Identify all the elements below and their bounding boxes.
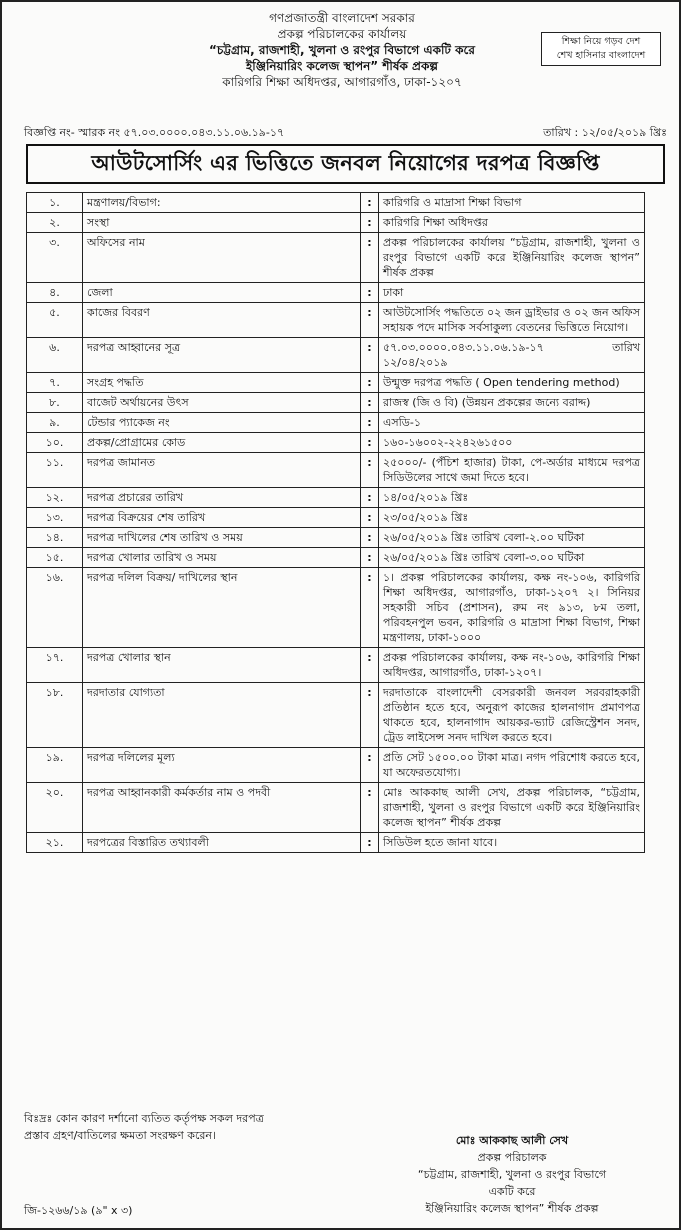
row-number: ২০.: [27, 783, 83, 833]
row-number: ১০.: [27, 433, 83, 453]
row-label: প্রকল্প/প্রোগ্রামের কোড: [83, 433, 361, 453]
project-name-line1: “চট্টগ্রাম, রাজশাহী, খুলনা ও রংপুর বিভাগে একটি করে: [209, 43, 475, 57]
row-separator: :: [361, 833, 379, 853]
row-separator: :: [361, 453, 379, 488]
slogan-line1: শিক্ষা নিয়ে গড়ব দেশ: [561, 36, 641, 47]
row-label: দরপত্র দলিল বিক্রয়/ দাখিলের স্থান: [83, 568, 361, 648]
table-row: [27, 528, 645, 548]
row-separator: :: [361, 303, 379, 338]
signatory-project-line1: “চট্টগ্রাম, রাজশাহী, খুলনা ও রংপুর বিভাগে: [417, 1168, 607, 1181]
row-number: ২১.: [27, 833, 83, 853]
row-value: প্রতি সেট ১৫০০.০০ টাকা মাত্র। নগদ পরিশোধ করতে হবে, যা অফেরতযোগ্য।: [379, 748, 645, 783]
row-number: ৩.: [27, 233, 83, 283]
row-label: কাজের বিবরণ: [83, 303, 361, 338]
row-value: প্রকল্প পরিচালকের কার্যালয় “চট্টগ্রাম, রাজশাহী, খুলনা ও রংপুর বিভাগে একটি করে ইঞ্জিনিয়ারিং কলেজ স্থাপন” শীর্ষক প্রকল্প: [379, 233, 645, 283]
table-row: [27, 648, 645, 683]
row-value: ১৪/০৫/২০১৯ খ্রিঃ: [379, 488, 645, 508]
reference-line: [24, 124, 667, 143]
row-label: দরপত্র আহ্বানের সূত্র: [83, 338, 361, 373]
row-label: জেলা: [83, 283, 361, 303]
table-row: [27, 373, 645, 393]
table-row: [27, 833, 645, 853]
table-row: [27, 393, 645, 413]
project-name-line2: ইঞ্জিনিয়ারিং কলেজ স্থাপন” শীর্ষক প্রকল্প: [246, 59, 438, 73]
row-value: এসডি-১: [379, 413, 645, 433]
table-row: [27, 193, 645, 213]
row-number: ২.: [27, 213, 83, 233]
table-row: [27, 548, 645, 568]
row-label: বাজেট অর্থায়নের উৎস: [83, 393, 361, 413]
row-separator: :: [361, 338, 379, 373]
row-separator: :: [361, 748, 379, 783]
row-separator: :: [361, 548, 379, 568]
row-value: ২৬/০৫/২০১৯ খ্রিঃ তারিখ বেলা-২.০০ ঘটিকা: [379, 528, 645, 548]
row-separator: :: [361, 393, 379, 413]
table-row: [27, 303, 645, 338]
memo-number: বিজ্ঞপ্তি নং- স্মারক নং ৫৭.০৩.০০০০.০৪৩.১১.০৬.১৯-১৭: [24, 126, 285, 139]
row-number: ৮.: [27, 393, 83, 413]
row-label: দরপত্র বিক্রয়ের শেষ তারিখ: [83, 508, 361, 528]
table-row: [27, 413, 645, 433]
row-value: ১৬০-১৬০০২-২২৪২৬১৫০০: [379, 433, 645, 453]
signatory-designation: প্রকল্প পরিচালক: [477, 1151, 547, 1164]
row-number: ১৪.: [27, 528, 83, 548]
row-separator: :: [361, 683, 379, 748]
row-label: দরপত্র খোলার তারিখ ও সময়: [83, 548, 361, 568]
row-label: অফিসের নাম: [83, 233, 361, 283]
row-label: মন্ত্রণালয়/বিভাগ:: [83, 193, 361, 213]
notice-date: তারিখ : ১২/০৫/২০১৯ খ্রিঃ: [543, 126, 667, 139]
row-value: দরদাতাকে বাংলাদেশী বেসরকারী জনবল সরবরাহকারী প্রতিষ্ঠান হতে হবে, অনুরূপ কাজের হালনাগাদ প্রমাণপত্র থাকতে হবে, হালনাগাদ আয়কর-ভ্যাট রেজিস্ট্রেশন সনদ, ট্রেড লাইসেন্স সনদ দাখিল করতে হবে।: [379, 683, 645, 748]
row-label: দরপত্র খোলার স্থান: [83, 648, 361, 683]
table-row: [27, 508, 645, 528]
tender-details-table: [26, 192, 645, 853]
row-label: সংস্থা: [83, 213, 361, 233]
row-label: টেন্ডার প্যাকেজ নং: [83, 413, 361, 433]
notice-title: আউটসোর্সিং এর ভিত্তিতে জনবল নিয়োগের দরপত্র বিজ্ঞপ্তি: [91, 150, 600, 175]
signature-block: [362, 1132, 662, 1217]
table-row: [27, 213, 645, 233]
slogan-line2: শেখ হাসিনার বাংলাদেশ: [556, 50, 646, 61]
row-number: ১৮.: [27, 683, 83, 748]
row-separator: :: [361, 213, 379, 233]
row-separator: :: [361, 528, 379, 548]
row-label: সংগ্রহ পদ্ধতি: [83, 373, 361, 393]
table-row: [27, 783, 645, 833]
row-label: দরদাতার যোগ্যতা: [83, 683, 361, 748]
table-row: [27, 568, 645, 648]
table-row: [27, 433, 645, 453]
row-separator: :: [361, 433, 379, 453]
row-label: দরপত্র দলিলের মূল্য: [83, 748, 361, 783]
row-value: ঢাকা: [379, 283, 645, 303]
office-address: কারিগরি শিক্ষা অধিদপ্তর, আগারগাঁও, ঢাকা-১২০৭: [222, 75, 462, 89]
row-separator: :: [361, 568, 379, 648]
row-separator: :: [361, 783, 379, 833]
signatory-name: মোঃ আককাছ আলী সেখ: [455, 1134, 569, 1147]
row-value: আউটসোর্সিং পদ্ধতিতে ০২ জন ড্রাইভার ও ০২ জন অফিস সহায়ক পদে মাসিক সর্বসাকুল্য বেতনের ভিত্তিতে নিয়োগ।: [379, 303, 645, 338]
row-label: দরপত্র জামানত: [83, 453, 361, 488]
row-label: দরপত্রের বিস্তারিত তথ্যাবলী: [83, 833, 361, 853]
row-value: রাজস্ব (জি ও বি) (উন্নয়ন প্রকল্পের জন্যে বরাদ্দ): [379, 393, 645, 413]
row-number: ১৯.: [27, 748, 83, 783]
row-separator: :: [361, 413, 379, 433]
slogan-box: [541, 32, 661, 66]
disclaimer-note: বিঃদ্রঃ কোন কারণ দর্শানো ব্যতিত কর্তৃপক্ষ সকল দরপত্র প্রস্তাব গ্রহণ/বাতিলের ক্ষমতা সংরক্ষণ করেন।: [24, 1112, 264, 1142]
row-label: দরপত্র দাখিলের শেষ তারিখ ও সময়: [83, 528, 361, 548]
row-value: সিডিউল হতে জানা যাবে।: [379, 833, 645, 853]
table-row: [27, 233, 645, 283]
row-number: ১৫.: [27, 548, 83, 568]
table-row: [27, 453, 645, 488]
signatory-project-line2: একটি করে: [488, 1185, 536, 1198]
row-separator: :: [361, 648, 379, 683]
row-value: ২৩/০৫/২০১৯ খ্রিঃ: [379, 508, 645, 528]
row-number: ৭.: [27, 373, 83, 393]
signatory-project-line3: ইঞ্জিনিয়ারিং কলেজ স্থাপন” শীর্ষক প্রকল্প: [425, 1202, 599, 1215]
row-value: ১। প্রকল্প পরিচালকের কার্যালয়, কক্ষ নং-১০৬, কারিগরি শিক্ষা অধিদপ্তর, আগারগাঁও, ঢাকা-১২০৭ ২। সিনিয়র সহকারী সচিব (প্রশাসন), রুম নং ৯১৩, ৮ম তলা, পরিবহনপুল ভবন, কারিগরি ও মাদ্রাসা শিক্ষা বিভাগ, শিক্ষা মন্ত্রণালয়, ঢাকা-১০০০: [379, 568, 645, 648]
table-row: [27, 748, 645, 783]
row-number: ৫.: [27, 303, 83, 338]
table-row: [27, 338, 645, 373]
row-value: ২৬/০৫/২০১৯ খ্রিঃ তারিখ বেলা-৩.০০ ঘটিকা: [379, 548, 645, 568]
row-number: ১১.: [27, 453, 83, 488]
government-name: গণপ্রজাতন্ত্রী বাংলাদেশ সরকার: [269, 11, 415, 25]
row-value: উন্মুক্ত দরপত্র পদ্ধতি ( Open tendering method): [379, 373, 645, 393]
notice-title-box: [26, 144, 665, 184]
row-number: ১৭.: [27, 648, 83, 683]
row-number: ৯.: [27, 413, 83, 433]
row-number: ১.: [27, 193, 83, 213]
row-separator: :: [361, 283, 379, 303]
office-header: [122, 10, 562, 90]
row-value: কারিগরি শিক্ষা অধিদপ্তর: [379, 213, 645, 233]
row-separator: :: [361, 373, 379, 393]
row-label: দরপত্র আহ্বানকারী কর্মকর্তার নাম ও পদবী: [83, 783, 361, 833]
row-separator: :: [361, 193, 379, 213]
row-value: প্রকল্প পরিচালকের কার্যালয়, কক্ষ নং-১০৬, কারিগরি শিক্ষা অধিদপ্তর, আগারগাঁও, ঢাকা-১২০৭।: [379, 648, 645, 683]
row-number: ১৬.: [27, 568, 83, 648]
row-separator: :: [361, 233, 379, 283]
table-row: [27, 488, 645, 508]
row-number: ৪.: [27, 283, 83, 303]
table-row: [27, 283, 645, 303]
row-value: মোঃ আককাছ আলী সেখ, প্রকল্প পরিচালক, “চট্টগ্রাম, রাজশাহী, খুলনা ও রংপুর বিভাগে একটি করে ইঞ্জিনিয়ারিং কলেজ স্থাপন” শীর্ষক প্রকল্প: [379, 783, 645, 833]
office-name: প্রকল্প পরিচালকের কার্যালয়: [277, 27, 407, 41]
publication-code: জি-১২৬৬/১৯ (৯" x ৩): [24, 1204, 133, 1217]
row-value: কারিগরি ও মাদ্রাসা শিক্ষা বিভাগ: [379, 193, 645, 213]
row-number: ১২.: [27, 488, 83, 508]
row-number: ১৩.: [27, 508, 83, 528]
row-value: ২৫০০০/- (পঁচিশ হাজার) টাকা, পে-অর্ডার মাধ্যমে দরপত্র সিডিউলের সাথে জমা দিতে হবে।: [379, 453, 645, 488]
row-separator: :: [361, 508, 379, 528]
row-separator: :: [361, 488, 379, 508]
table-row: [27, 683, 645, 748]
row-value: ৫৭.০৩.০০০০.০৪৩.১১.০৬.১৯-১৭ তারিখ ১২/০৪/২০১৯: [379, 338, 645, 373]
row-label: দরপত্র প্রচারের তারিখ: [83, 488, 361, 508]
row-number: ৬.: [27, 338, 83, 373]
